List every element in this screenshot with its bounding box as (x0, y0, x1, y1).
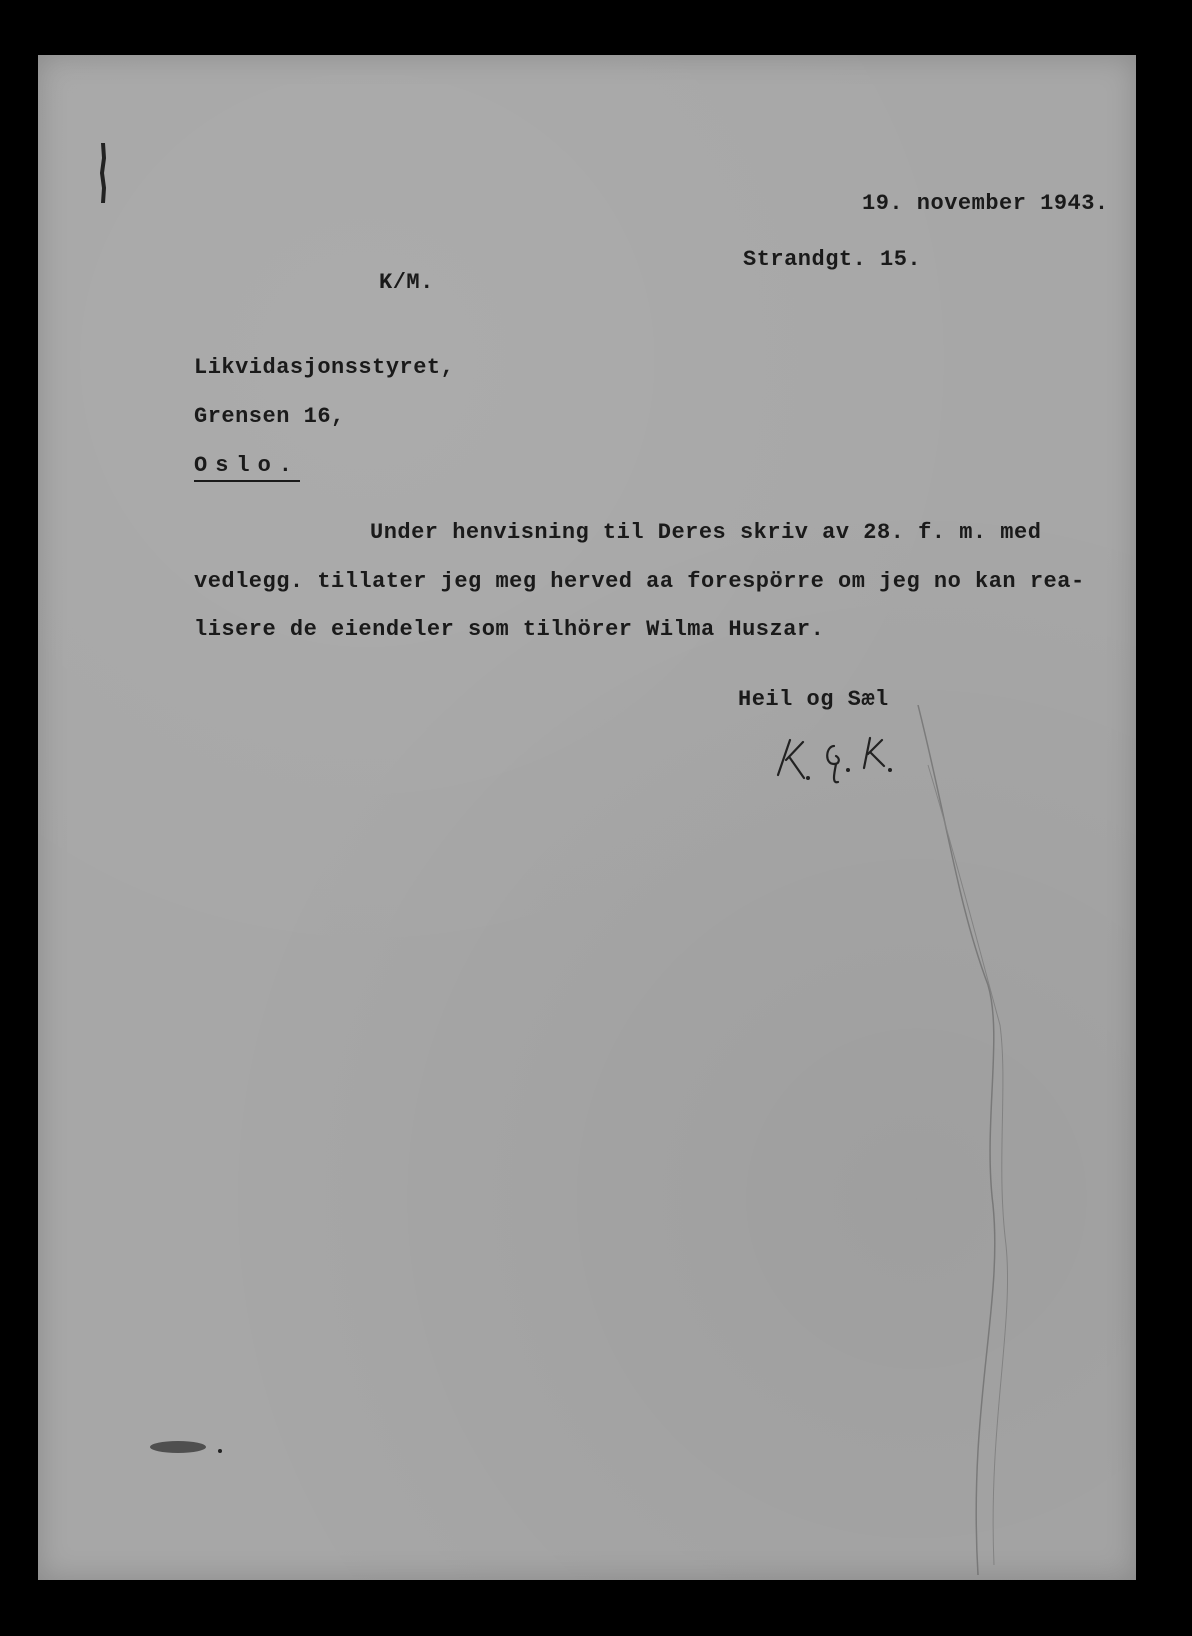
body-line: vedlegg. tillater jeg meg herved aa forespörre om jeg no kan rea- (194, 569, 1085, 594)
recipient-city: Oslo. (194, 453, 300, 482)
ink-mark-left (98, 143, 108, 203)
reference-code: K/M. (379, 270, 434, 295)
paper-crease (888, 705, 1038, 1575)
closing-salutation: Heil og Sæl (738, 687, 889, 712)
body-line: lisere de eiendeler som tilhörer Wilma Huszar. (194, 617, 825, 642)
letter-page (38, 55, 1136, 1580)
sender-address: Strandgt. 15. (743, 247, 922, 272)
ink-smudge (138, 1433, 238, 1461)
recipient-street: Grensen 16, (194, 404, 345, 429)
recipient-name: Likvidasjonsstyret, (194, 355, 455, 380)
letter-date: 19. november 1943. (862, 191, 1109, 216)
body-line: Under henvisning til Deres skriv av 28. f. m. med (370, 520, 1042, 545)
